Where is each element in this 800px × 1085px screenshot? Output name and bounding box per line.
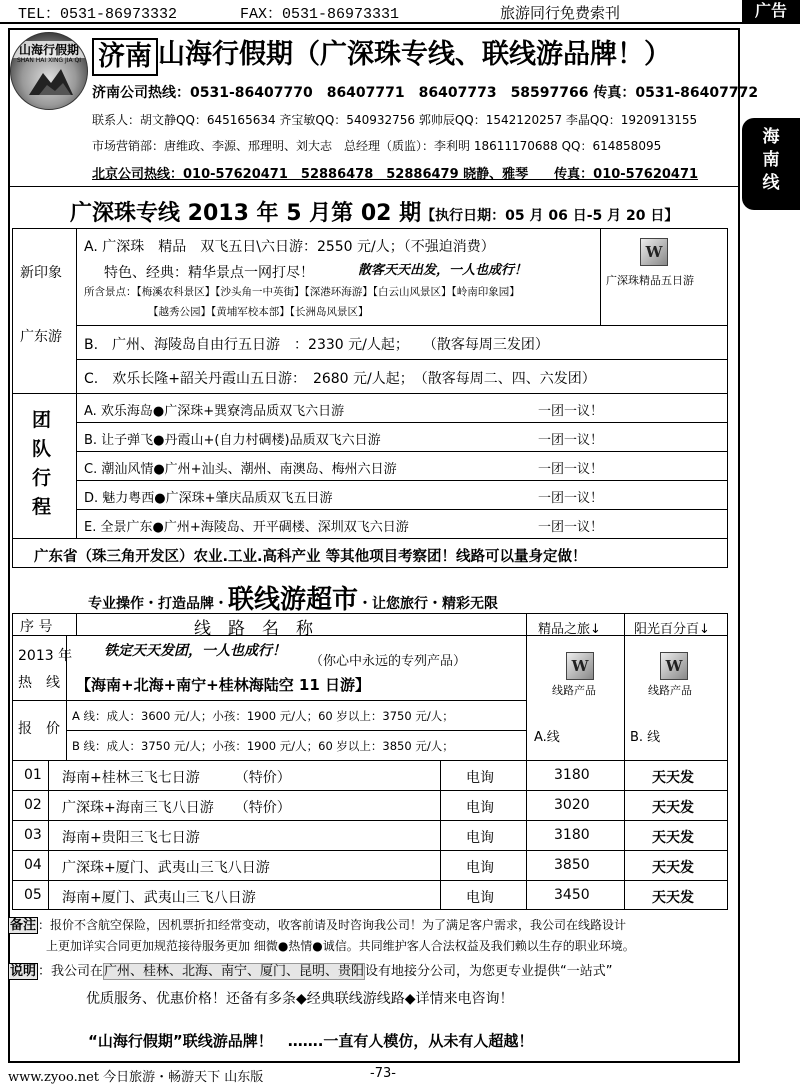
side-tab-label: 海南线 [762,127,780,193]
explain-cities: 广州、桂林、北海、南宁、厦门、昆明、贵阳 [104,964,365,979]
row-note: 天天发 [652,800,694,816]
col-route: 线 路 名 称 [194,619,313,639]
divider [12,393,728,394]
group-route-price: 一团一议！ [538,433,604,448]
remark-text-1: ：报价不含航空保险，因机票折扣经常变动，收客前请及时咨询我公司！为了满足客户需求，我公司在线路设计 [38,918,627,932]
row-contact: 电询 [466,830,494,846]
group-route-name: A. 欢乐海岛●广深珠+巽寮湾品质双飞六日游 [84,404,345,419]
col-b: 阳光百分百↓ [634,622,710,637]
divider [66,730,526,731]
row-price: 3450 [554,887,590,903]
divider [76,228,77,393]
hot-slogan: 铁定天天发团，一人也成行！ [104,643,286,659]
divider [12,850,728,851]
row-price: 3180 [554,767,590,783]
label-new-impression: 新印象 [20,265,62,281]
title-city: 济南 [92,38,158,76]
divider [10,186,738,187]
row-name: 广深珠+厦门、武夷山三飞八日游 [62,860,270,876]
row-no: 01 [24,767,42,783]
section1-title [70,196,678,227]
price-label: 报 价 [18,721,60,737]
group-route-name: B. 让子弹飞●丹霞山+(自力村碉楼)品质双飞六日游 [84,433,381,448]
top-header-bar [0,0,800,24]
route-a-feature: 特色、经典：精华景点一网打尽！ [104,265,314,281]
group-label-char: 行 [32,467,52,489]
row-name: 海南+贵阳三飞七日游 [62,830,200,846]
doc-label-b[interactable]: 线路产品 [648,684,692,697]
hot-label: 热 线 [18,675,60,691]
a-col-label: A.线 [534,730,560,745]
hot-year: 2013 年 [18,648,73,664]
explain-line-1 [8,960,613,979]
explain-text-1a: ：我公司在 [38,964,104,979]
divider [12,635,728,636]
section1-period: 【执行日期：05 月 06 日-5 月 20 日】 [421,208,679,224]
logo-text: 山海行假期 [11,41,87,58]
divider [12,880,728,881]
route-a-title: A. 广深珠 精品 双飞五日\六日游：2550 元/人；（不强迫消费） [84,239,495,255]
route-b: B. 广州、海陵岛自由行五日游 ：2330 元/人起； （散客每周三发团） [84,337,549,353]
price-line-b: B 线：成人：3750 元/人；小孩：1900 元/人；60 岁以上：3850 元/人； [72,739,454,753]
heading-right: ・让您旅行・精彩无限 [358,596,499,612]
row-name: 海南+桂林三飞七日游 （特价） [62,770,291,786]
divider [76,509,728,510]
row-price: 3180 [554,827,590,843]
row-no: 02 [24,797,42,813]
heading-main: 联线游超市 [228,585,359,615]
divider [76,451,728,452]
group-route-price: 一团一议！ [538,462,604,477]
route-a-spots-2: 【越秀公园】【黄埔军校本部】【长洲岛风景区】 [148,306,369,318]
remark-line-1 [8,914,626,933]
divider [12,790,728,791]
hot-note: （你心中永远的专列产品） [310,654,467,669]
mountain-icon [11,33,87,109]
b-col-label: B. 线 [630,730,661,745]
section1-bottom-note: 广东省（珠三角开发区）农业.工业.高科产业 等其他项目考察团！线路可以量身定做！ [34,549,587,565]
route-a-slogan: 散客天天出发，一人也成行！ [358,263,528,278]
title-main: 山海行假期（广深珠专线、联线游品牌！） [158,39,671,70]
group-label-char: 团 [32,409,52,431]
header-fax: FAX：0531-86973331 [240,6,400,23]
row-contact: 电询 [466,890,494,906]
brand-slogan: “山海行假期”联线游品牌！ …….一直有人模仿，从未有人超越！ [88,1032,534,1050]
row-price: 3020 [554,797,590,813]
route-a-doc-label[interactable]: 广深珠精品五日游 [606,274,694,287]
divider [76,359,728,360]
explain-text-2: 优质服务、优惠价格！还备有多条◆经典联线游线路◆详情来电咨询！ [86,991,514,1007]
row-no: 03 [24,827,42,843]
col-seq: 序 号 [20,619,53,635]
remark-text-2: 上更加详实合同更加规范接待服务更加 细微●热情●诚信。共同维护客人合法权益及我们赖以生存的职业环境。 [46,939,635,953]
divider [600,228,601,325]
row-contact: 电询 [466,860,494,876]
divider [76,613,77,635]
divider [76,325,728,326]
group-route-name: E. 全景广东●广州+海陵岛、开平碉楼、深圳双飞六日游 [84,520,409,535]
side-tab-hainan[interactable] [742,118,800,210]
word-doc-icon[interactable]: W [566,652,594,680]
divider [12,538,728,539]
ad-label: 广告 [742,0,800,22]
divider [12,820,728,821]
row-no: 04 [24,857,42,873]
divider [76,422,728,423]
word-doc-icon[interactable]: W [640,238,668,266]
explain-text-1b: 设有地接分公司，为您更专业提供“一站式” [365,964,613,979]
row-name: 广深珠+海南三飞八日游 （特价） [62,800,291,816]
marketing-dept: 市场营销部：唐维政、李源、邢理明、刘大志 总经理（质监）：李利明 18611170688 QQ：614858095 [92,139,662,153]
doc-label-a[interactable]: 线路产品 [552,684,596,697]
contact-people: 联系人：胡文静QQ：645165634 齐宝敏QQ：540932756 郭帅辰QQ：1542120257 李晶QQ：1920913155 [92,113,698,127]
beijing-hotline: 北京公司热线：010-57620471 52886478 52886479 晓静、雅琴 传真：010-57620471 [92,167,699,182]
remark-label: 备注 [10,918,37,933]
row-contact: 电询 [466,770,494,786]
route-a-spots-1: 所含景点：【梅溪农科景区】【沙头角一中英街】【深港环海游】【白云山风景区】【岭南印象园】 [84,286,520,298]
group-itinerary-label [32,406,51,522]
header-tel: TEL：0531-86973332 [18,6,178,23]
divider [526,613,527,910]
row-note: 天天发 [652,830,694,846]
footer-site[interactable]: www.zyoo.net 今日旅游・畅游天下 山东版 [8,1070,264,1085]
route-c: C. 欢乐长隆+韶关丹霞山五日游： 2680 元/人起； （散客每周二、四、六发团） [84,371,596,387]
divider [76,480,728,481]
row-name: 海南+厦门、武夷山三飞八日游 [62,890,256,906]
explain-label: 说明 [10,964,37,979]
row-note: 天天发 [652,890,694,906]
label-guangdong-tour: 广东游 [20,329,62,345]
group-label-char: 队 [32,438,52,460]
group-route-name: C. 潮汕风情●广州+汕头、潮州、南澳岛、梅州六日游 [84,462,397,477]
section1-title-text: 广深珠专线 2013 年 5 月第 02 期 [70,201,422,226]
row-note: 天天发 [652,860,694,876]
group-route-price: 一团一议！ [538,520,604,535]
row-note: 天天发 [652,770,694,786]
row-contact: 电询 [466,800,494,816]
divider [48,760,49,910]
jinan-hotline: 济南公司热线：0531-86407770 86407771 86407773 58597766 传真：0531-86407772 [92,85,759,101]
col-a: 精品之旅↓ [538,622,601,637]
row-price: 3850 [554,857,590,873]
divider [624,613,625,910]
divider [12,700,526,701]
logo-subtext: SHAN HAI XING JIA QI [16,57,82,64]
price-line-a: A 线：成人：3600 元/人；小孩：1900 元/人；60 岁以上：3750 元/人； [72,709,454,723]
group-route-name: D. 魅力粤西●广深珠+肇庆品质双飞五日游 [84,491,333,506]
section2-heading [88,579,498,616]
divider [12,760,728,761]
group-route-price: 一团一议！ [538,491,604,506]
divider [440,760,441,910]
group-route-price: 一团一议！ [538,404,604,419]
row-no: 05 [24,887,42,903]
divider [76,393,77,538]
hot-route: 【海南+北海+南宁+桂林海陆空 11 日游】 [76,676,371,694]
heading-left: 专业操作・打造品牌・ [88,596,228,612]
page-number: -73- [370,1066,396,1081]
company-logo [10,32,88,110]
word-doc-icon[interactable]: W [660,652,688,680]
group-label-char: 程 [32,496,52,518]
header-slogan: 旅游同行免费索刊 [500,4,621,22]
